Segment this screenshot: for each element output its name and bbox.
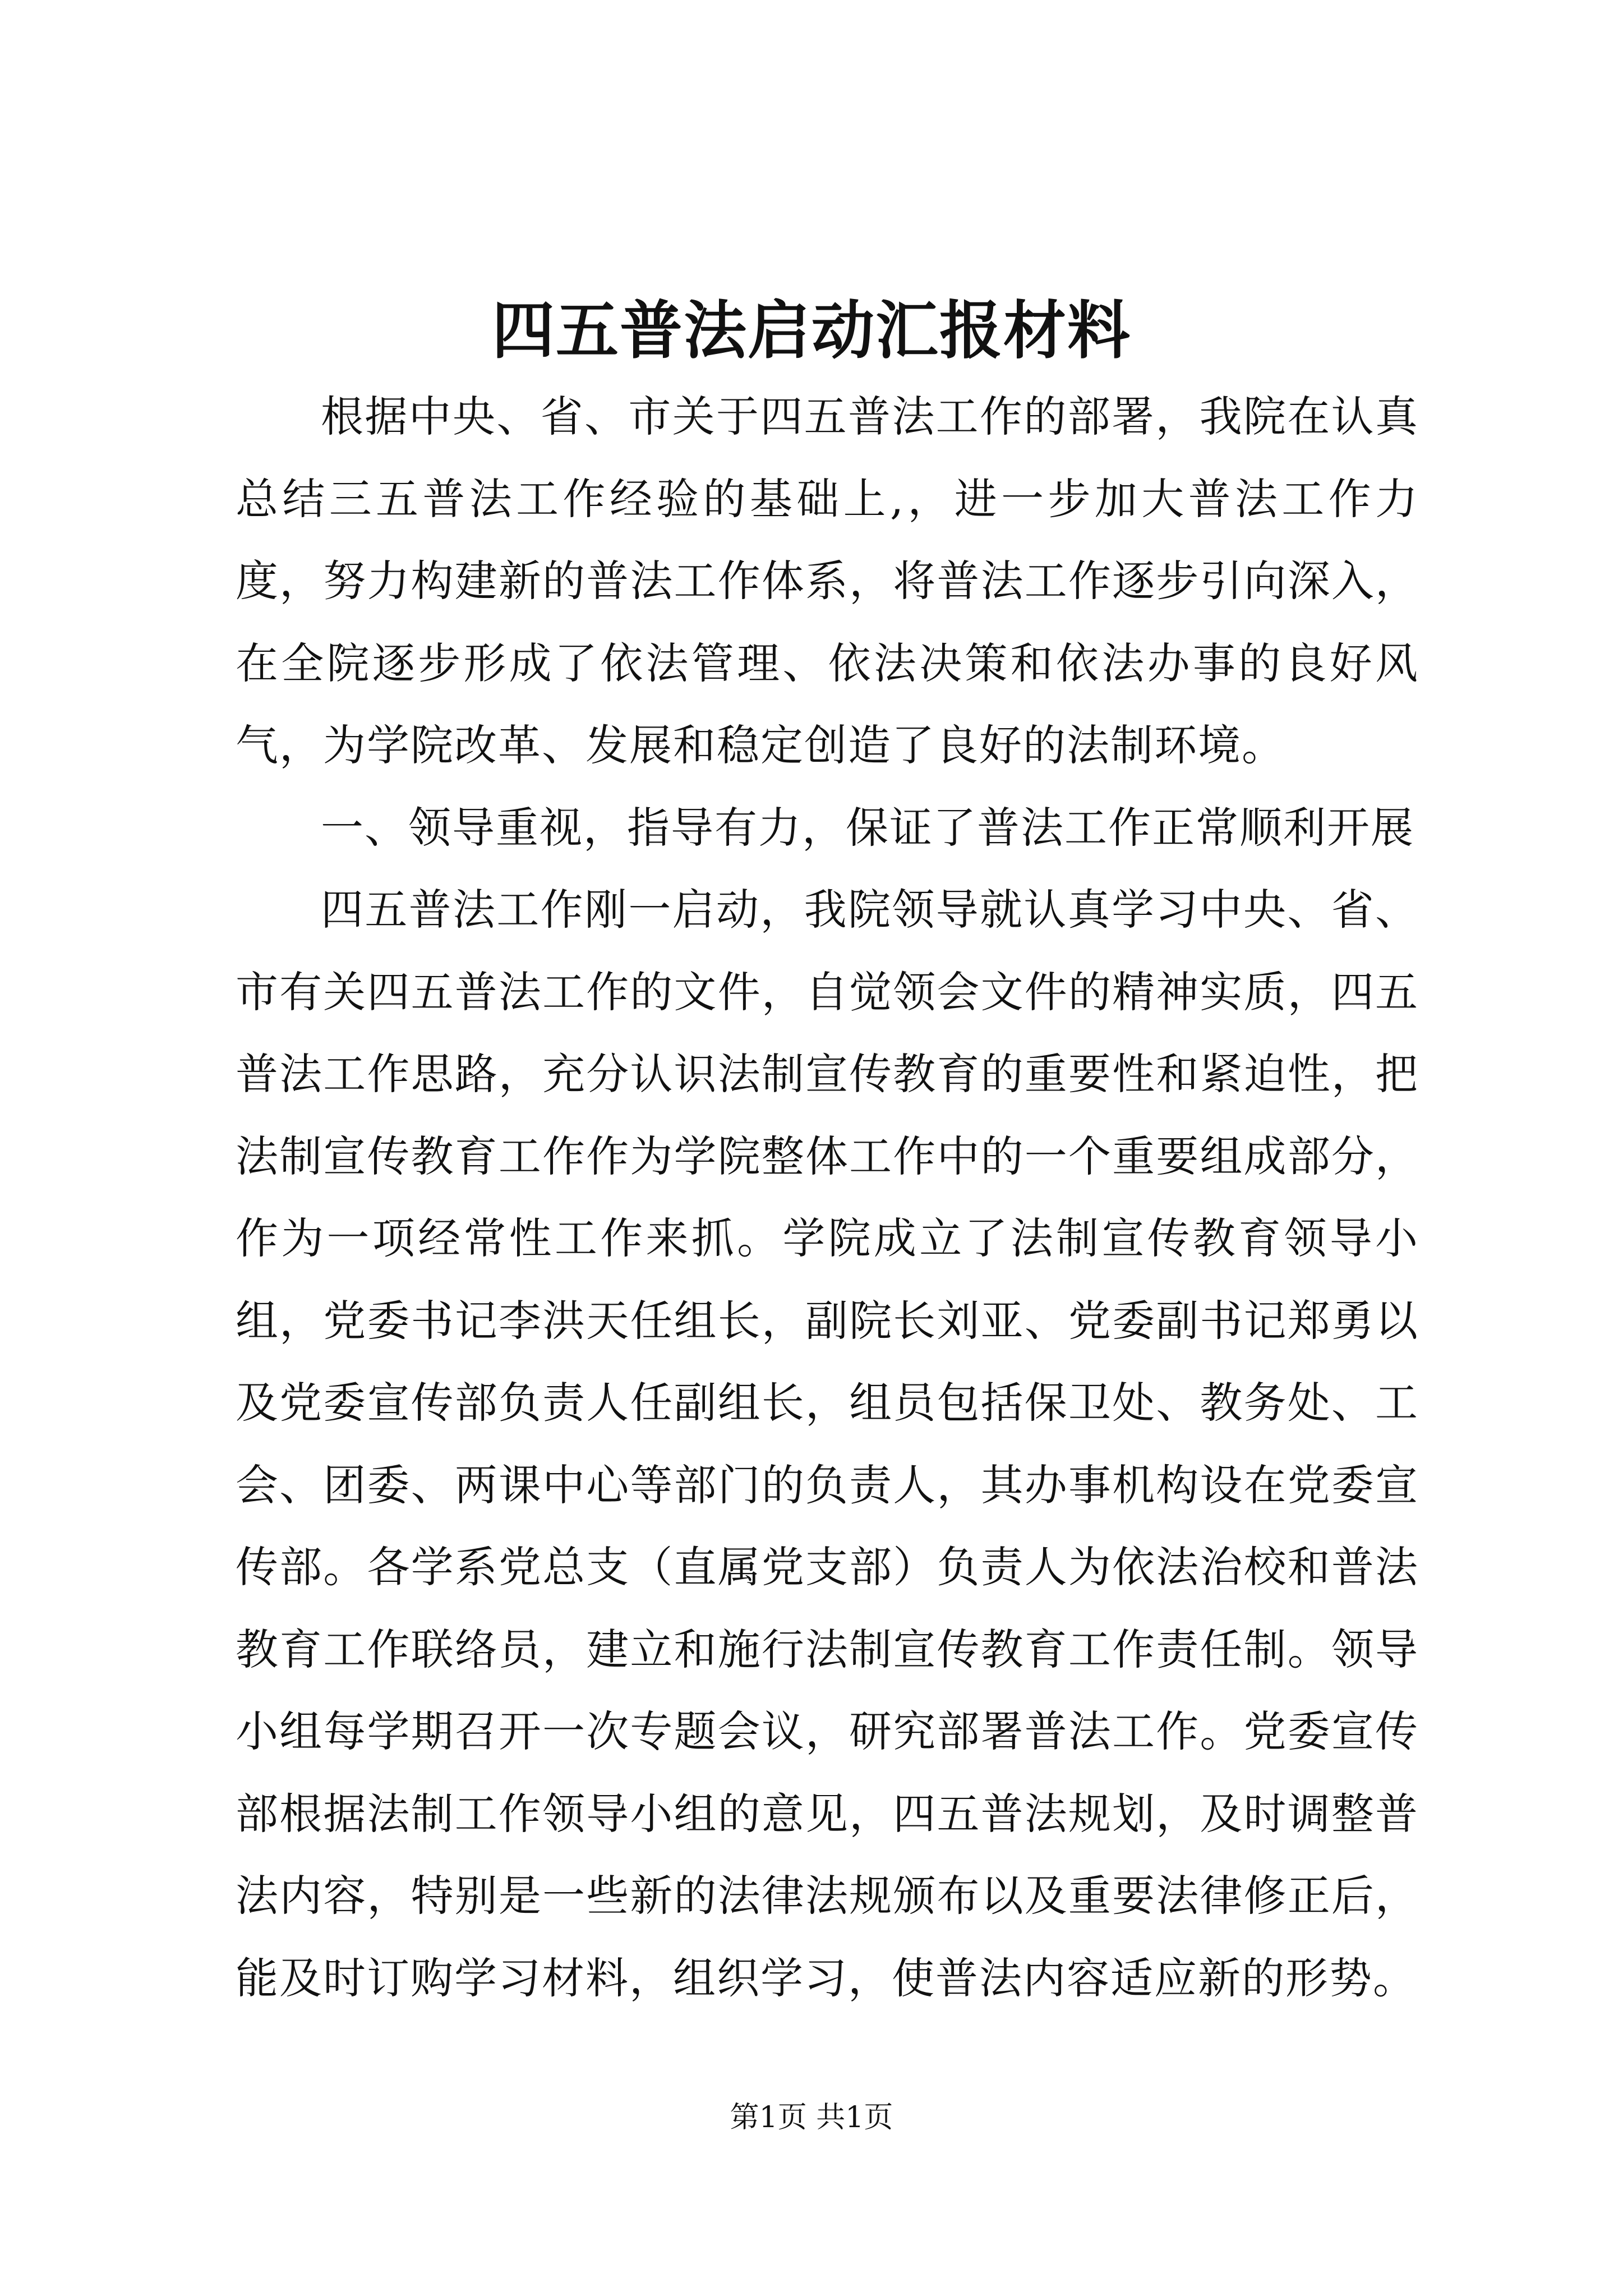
section-heading: 一、领导重视，指导有力，保证了普法工作正常顺利开展: [321, 802, 1414, 853]
document-title: 四五普法启动汇报材料: [492, 294, 1131, 367]
section-paragraph: 四五普法工作刚一启动，我院领导就认真学习中央、省、市有关四五普法工作的文件，自觉领会文件的精神实质，四五普法工作思路，充分认识法制宣传教育的重要性和紧迫性，把法制宣传教育工作作为学院整体工作中的一个重要组成部分，作为一项经常性工作来抓。学院成立了法制宣传教育领导小组，党委书记李洪天任组长，副院长刘亚、党委副书记郑勇以及党委宣传部负责人任副组长，组员包括保卫处、教务处、工会、团委、两课中心等部门的负责人，其办事机构设在党委宣传部。各学系党总支（直属党支部）负责人为依法治校和普法教育工作联络员，建立和施行法制宣传教育工作责任制。领导小组每学期召开一次专题会议，研究部署普法工作。党委宣传部根据法制工作领导小组的意见，四五普法规划，及时调整普法内容，特别是一些新的法律法规颁布以及重要法律修正后，能及时订购学习材料，组织学习，使普法内容适应新的形势。: [236, 885, 1419, 2003]
document-body: [236, 376, 1419, 2019]
page-footer: 第1页 共1页: [730, 2101, 893, 2134]
intro-paragraph: 根据中央、省、市关于四五普法工作的部署，我院在认真总结三五普法工作经验的基础上,，进一步加大普法工作力度，努力构建新的普法工作体系，将普法工作逐步引向深入，在全院逐步形成了依法管理、依法决策和依法办事的良好风气，为学院改革、发展和稳定创造了良好的法制环境。: [236, 392, 1419, 770]
